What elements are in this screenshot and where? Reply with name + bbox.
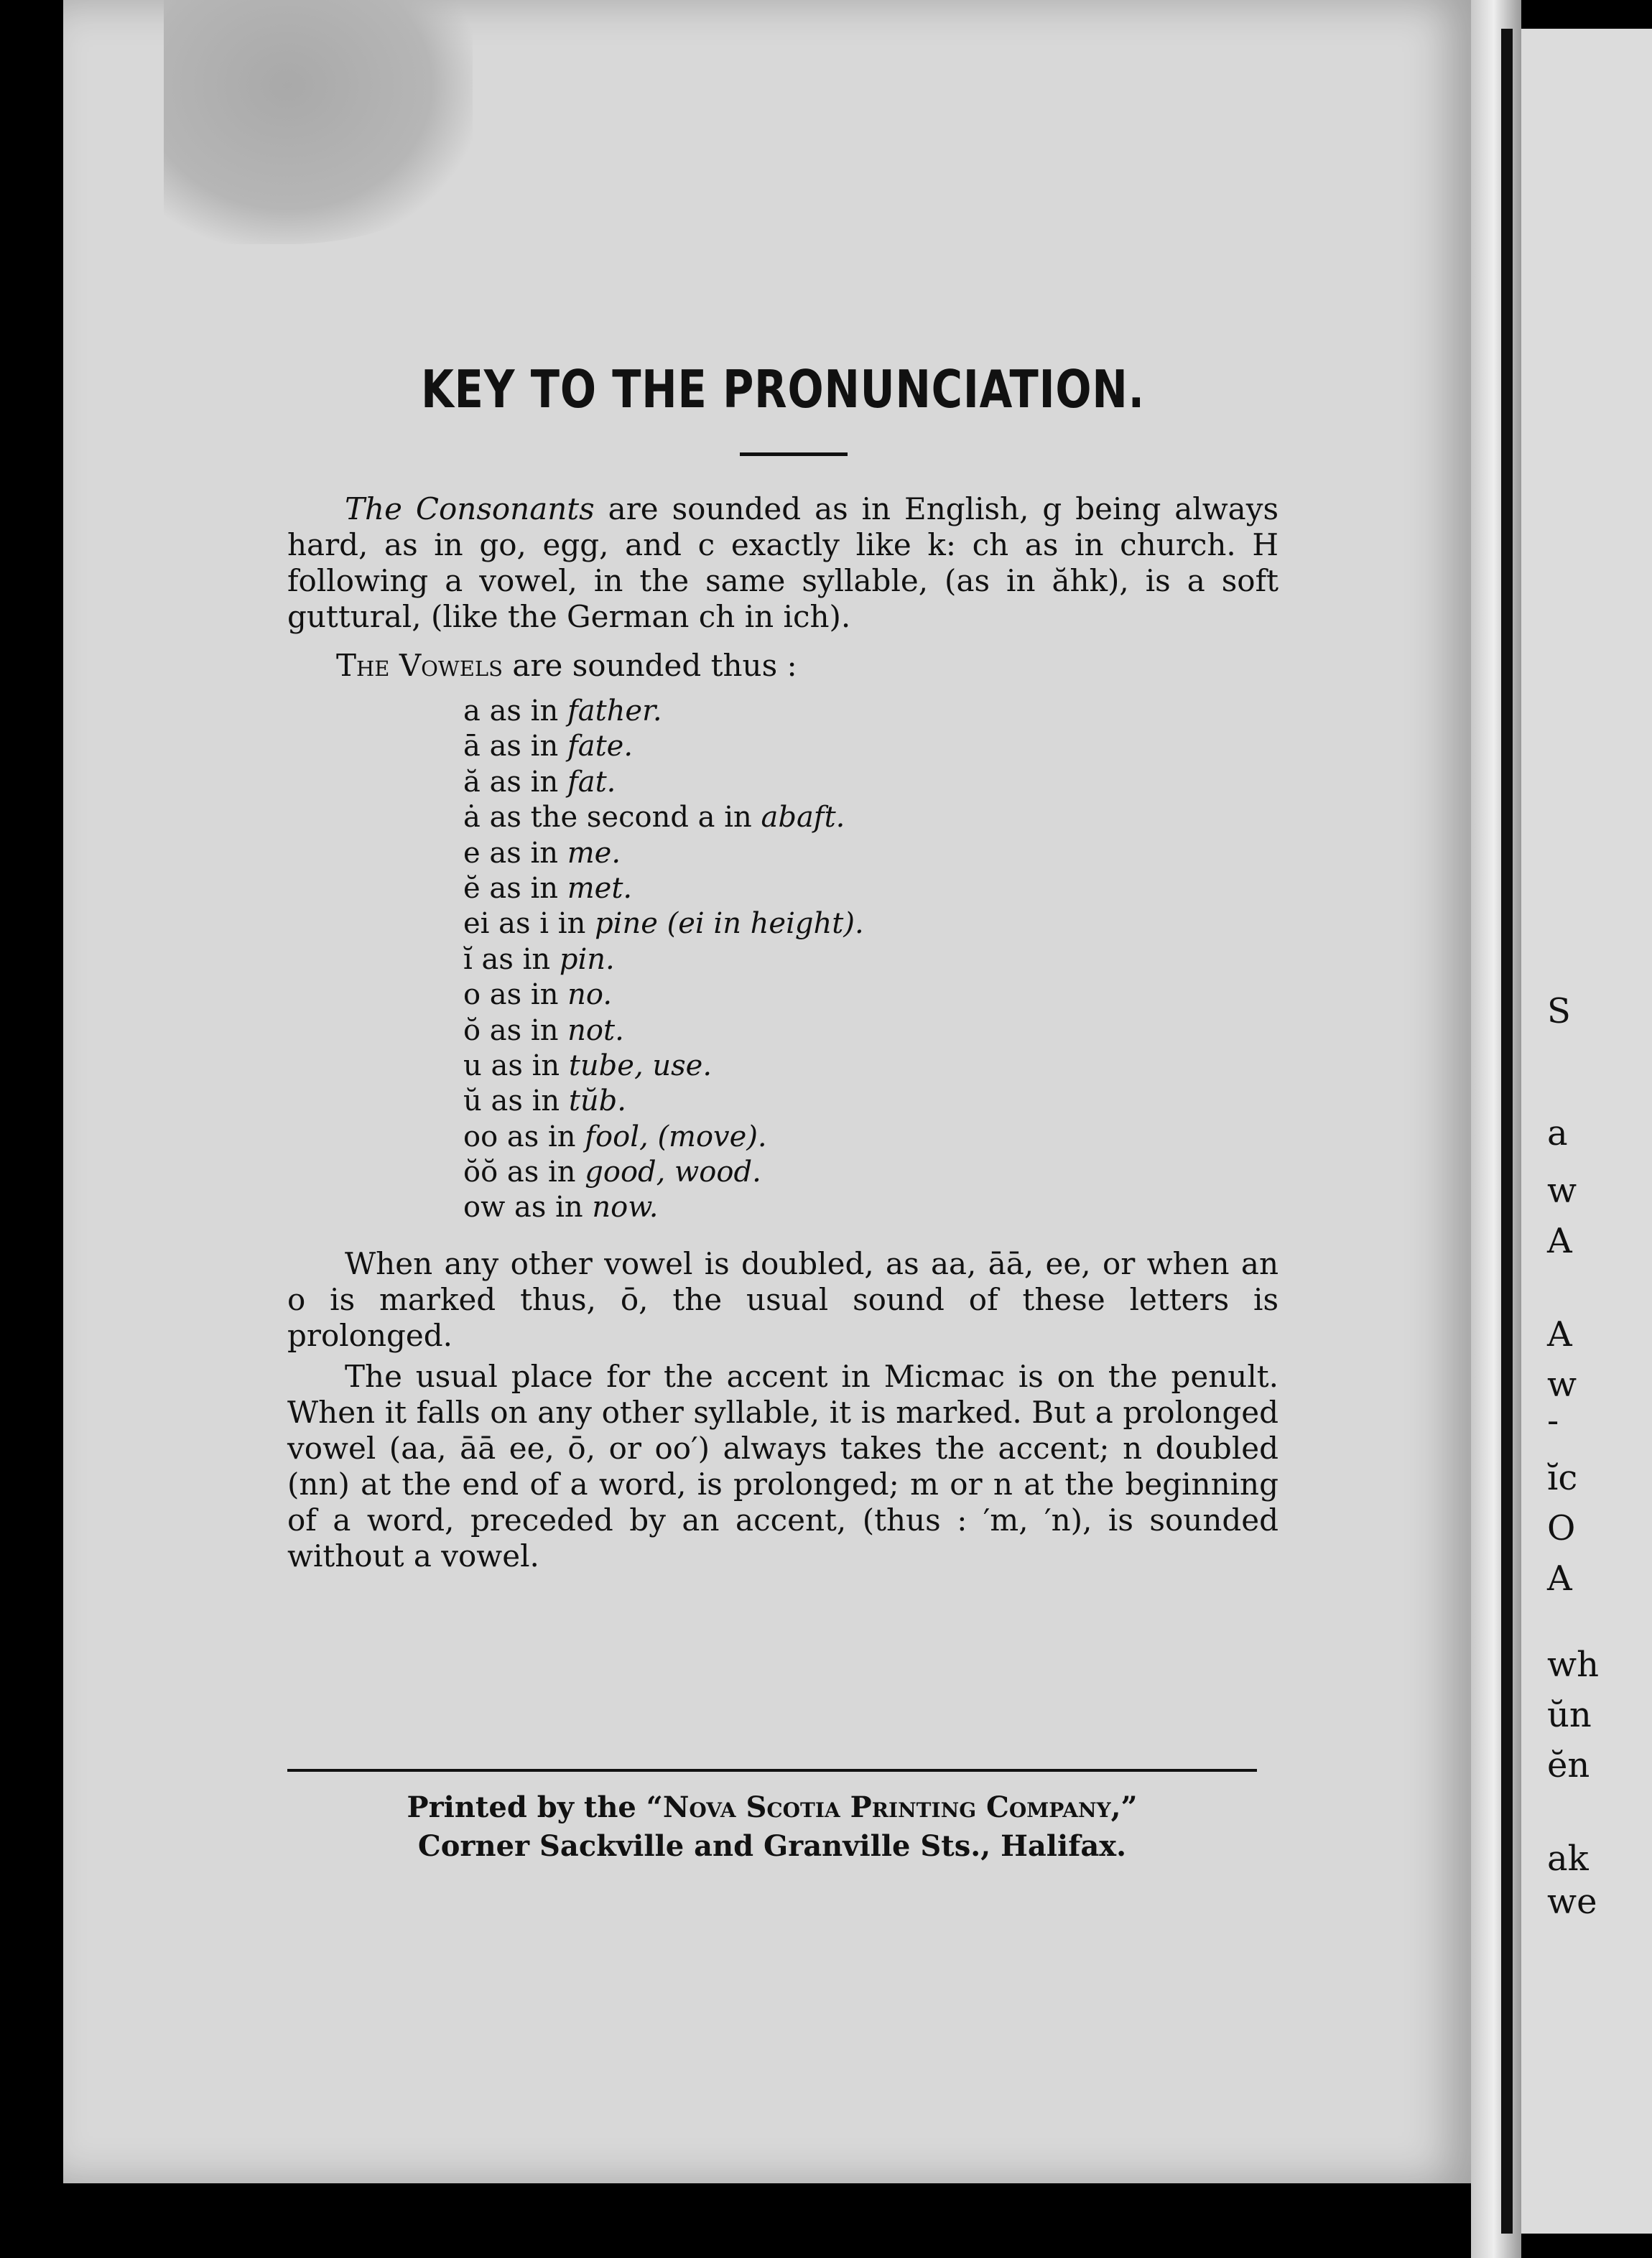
- doubled-vowels-text: When any other vowel is doubled, as aa, āā, ee, or when an o is marked thus, ō, the usual sound of these letters is prolonged.: [287, 1246, 1279, 1353]
- vowel-item: [463, 836, 864, 871]
- facing-page-edge: [1521, 29, 1652, 2234]
- vowel-letter: ŏŏ: [463, 1156, 498, 1189]
- vowel-as: as in: [498, 1120, 585, 1153]
- imprint-company: Nova Scotia Printing Company,: [662, 1790, 1121, 1824]
- facing-page-text: ĭc: [1547, 1458, 1578, 1498]
- vowel-letter: oo: [463, 1120, 498, 1153]
- facing-page-text: we: [1547, 1882, 1597, 1922]
- vowel-example: not.: [567, 1013, 624, 1047]
- vowel-as: as in: [480, 871, 567, 905]
- doubled-vowels-paragraph: [287, 1246, 1279, 1354]
- vowel-item: [463, 1190, 864, 1225]
- vowel-example: tŭb.: [568, 1084, 626, 1118]
- vowel-item: [463, 1120, 864, 1155]
- imprint-line-1: [287, 1788, 1257, 1827]
- vowel-item: [463, 800, 864, 835]
- vowel-example: fate.: [567, 730, 634, 763]
- book-spine: [1471, 0, 1521, 2258]
- facing-page-text: ĕn: [1547, 1745, 1590, 1785]
- consonants-paragraph: [287, 491, 1279, 635]
- vowel-item: [463, 1084, 864, 1119]
- spine-gutter: [1501, 29, 1513, 2234]
- vowel-letter: ă: [463, 765, 481, 799]
- title-rule: [740, 452, 848, 456]
- vowel-item: [463, 694, 864, 729]
- vowel-as: as in: [480, 765, 567, 799]
- vowel-letter: ĭ: [463, 942, 473, 976]
- facing-page-text: A: [1547, 1221, 1572, 1261]
- vowel-letter: u: [463, 1049, 482, 1082]
- facing-page-text: -: [1547, 1400, 1559, 1441]
- vowel-letter: ŏ: [463, 1013, 481, 1047]
- facing-page-text: O: [1547, 1508, 1576, 1548]
- imprint-quote: ”: [1120, 1790, 1138, 1824]
- facing-page-text: ak: [1547, 1839, 1589, 1879]
- vowel-list: [463, 694, 864, 1226]
- vowel-letter: ĕ: [463, 871, 481, 905]
- vowel-example: fool, (move).: [585, 1120, 767, 1153]
- vowel-letter: e: [463, 836, 481, 870]
- vowel-item: [463, 906, 864, 942]
- page-title: KEY TO THE PRONUNCIATION.: [421, 359, 1145, 419]
- vowel-example: good, wood.: [585, 1156, 761, 1189]
- vowel-item: [463, 977, 864, 1013]
- vowel-as: as in: [481, 1013, 568, 1047]
- vowel-example: met.: [567, 871, 633, 905]
- vowel-as: as in: [505, 1191, 593, 1225]
- vowel-as: as in: [480, 694, 567, 728]
- imprint-prefix: Printed by the “: [407, 1790, 663, 1824]
- vowel-as: as in: [481, 1084, 569, 1118]
- vowel-example: tube, use.: [568, 1049, 713, 1082]
- vowel-as: as in: [480, 730, 567, 763]
- facing-page-text: ŭn: [1547, 1695, 1592, 1735]
- vowels-intro: [336, 648, 797, 683]
- consonants-lead: The Consonants: [345, 491, 595, 526]
- vowel-letter: o: [463, 978, 481, 1012]
- imprint-line-2: Corner Sackville and Granville Sts., Halifax.: [417, 1829, 1127, 1863]
- vowel-item: [463, 1155, 864, 1190]
- facing-page-text: S: [1547, 991, 1571, 1031]
- vowel-as: as in: [498, 1156, 585, 1189]
- accent-paragraph: [287, 1359, 1279, 1574]
- vowels-lead: The Vowels: [336, 648, 504, 683]
- vowel-as: as the second a in: [480, 801, 761, 835]
- vowel-as: as in: [481, 1049, 569, 1082]
- vowels-intro-text: are sounded thus :: [503, 648, 797, 683]
- vowel-example: abaft.: [761, 801, 845, 835]
- imprint: [287, 1788, 1257, 1866]
- vowel-example: me.: [567, 836, 621, 870]
- vowel-letter: ȧ: [463, 801, 481, 835]
- vowel-item: [463, 871, 864, 906]
- vowel-example: pine (ei in height).: [595, 907, 864, 941]
- accent-text: The usual place for the accent in Micmac is on the penult. When it falls on any other syllable, it is marked. But a prolonged vowel (aa, āā ee, ō, or oo′) always takes the accent; n doubled (nn) at the end of a word, is prolonged; m or n at the beginning of a word, preceded by an accent, (thus : ′m, ′n), is sounded without a vowel.: [287, 1359, 1279, 1574]
- facing-page-text: w: [1547, 1365, 1577, 1405]
- vowel-item: [463, 942, 864, 977]
- consonants-text: are sounded as in English, g being always hard, as in go, egg, and c exactly like k: ch as in church. H following a vowel, in the same syllable, (as in ăhk), is a soft guttural, (like the German ch in ich).: [287, 491, 1279, 634]
- paper-stain: [164, 0, 473, 244]
- vowel-example: no.: [567, 978, 613, 1012]
- vowel-example: now.: [592, 1191, 659, 1225]
- vowel-as: as i in: [489, 907, 595, 941]
- facing-page-text: A: [1547, 1314, 1572, 1355]
- vowel-item: [463, 1049, 864, 1084]
- facing-page-text: w: [1547, 1171, 1577, 1211]
- vowel-item: [463, 1013, 864, 1049]
- vowel-example: pin.: [559, 942, 615, 976]
- facing-page-text: a: [1547, 1113, 1568, 1153]
- vowel-letter: ow: [463, 1191, 506, 1225]
- vowel-letter: a: [463, 694, 481, 728]
- vowel-as: as in: [481, 978, 568, 1012]
- vowel-letter: ŭ: [463, 1084, 482, 1118]
- vowel-item: [463, 729, 864, 764]
- facing-page-text: wh: [1547, 1645, 1599, 1685]
- vowel-example: father.: [567, 694, 662, 728]
- vowel-item: [463, 765, 864, 800]
- vowel-letter: ā: [463, 730, 481, 763]
- imprint-rule: [287, 1769, 1257, 1772]
- vowel-as: as in: [472, 942, 560, 976]
- vowel-example: fat.: [567, 765, 616, 799]
- facing-page-text: A: [1547, 1558, 1572, 1599]
- vowel-letter: ei: [463, 907, 490, 941]
- vowel-as: as in: [480, 836, 567, 870]
